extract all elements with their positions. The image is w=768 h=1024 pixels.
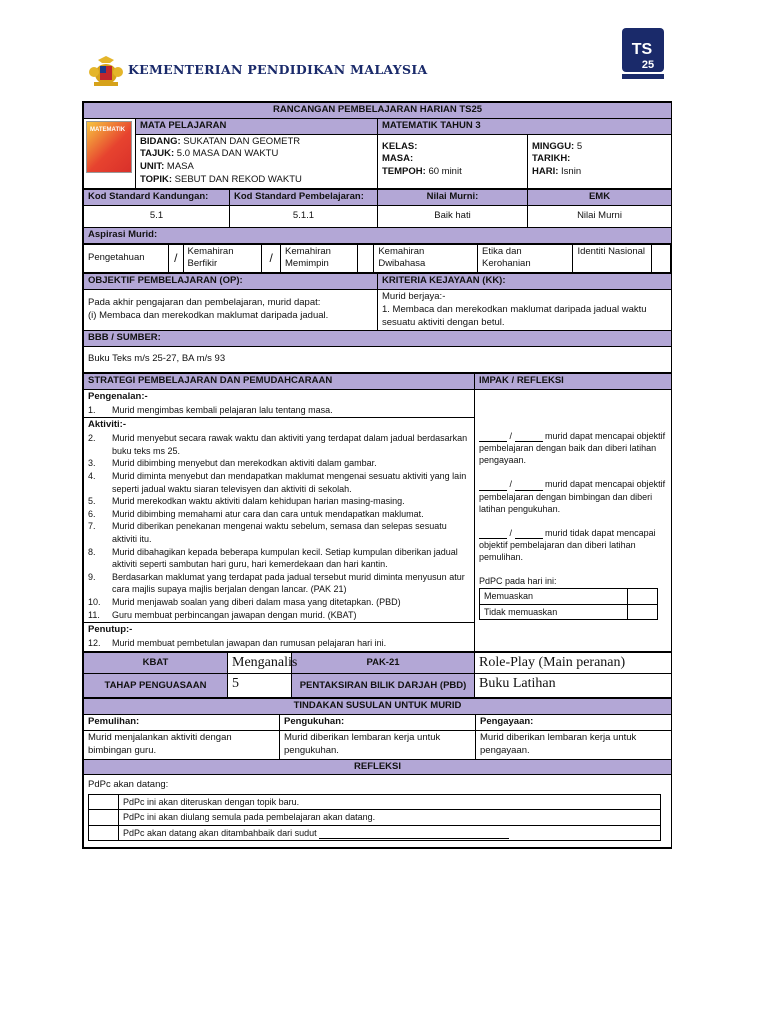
pengayaan-label: Pengayaan: <box>476 715 672 731</box>
list-item-text: Murid mengimbas kembali pelajaran lalu tentang masa. <box>112 404 333 415</box>
list-item-number: 12. <box>88 637 101 648</box>
pengayaan-text: Murid diberikan lembaran kerja untuk pengayaan. <box>476 731 672 760</box>
list-item-text: Murid menjawab soalan yang diberi dalam masa yang ditetapkan. (PBD) <box>112 596 401 607</box>
objektif-text: Pada akhir pengajaran dan pembelajaran, murid dapat: (i) Membaca dan merekodkan maklumat daripada jadual. <box>84 289 378 330</box>
aspirasi-memimpin: Kemahiran Memimpin <box>281 244 358 273</box>
list-item-number: 6. <box>88 508 96 519</box>
pak-label: PAK-21 <box>292 652 475 674</box>
list-item-text: Murid diminta menyebut dan mendapatkan maklumat mengenai sesuatu aktiviti yang lain seperti jadual waktu siaran televisyen dan aktiviti di sekolah. <box>112 471 467 494</box>
tahap-value: 5 <box>228 674 292 698</box>
aspirasi-berfikir: Kemahiran Berfikir <box>183 244 262 273</box>
nm-value: Baik hati <box>378 205 528 227</box>
list-item-number: 4. <box>88 471 96 481</box>
bbm-text: Buku Teks m/s 25-27, BA m/s 93 <box>84 347 672 373</box>
aspirasi-pengetahuan: Pengetahuan <box>84 244 169 273</box>
penutup-label: Penutup:- <box>88 624 133 636</box>
tindakan-label: TINDAKAN SUSULAN UNTUK MURID <box>84 699 672 715</box>
list-item-number: 7. <box>88 521 96 532</box>
list-item-text: Murid menyebut secara rawak waktu dan aktiviti yang terdapat dalam jadual berdasarkan buku teks ms 25. <box>112 433 468 456</box>
page-header <box>88 52 688 92</box>
kriteria-label: KRITERIA KEJAYAAN (KK): <box>378 274 672 290</box>
aktiviti-item <box>88 546 470 571</box>
impak-pengayaan: / murid dapat mencapai objektif pembelajaran dengan baik dan diberi latihan pengayaan. <box>479 431 666 466</box>
pengukuhan-text: Murid diberikan lembaran kerja untuk pengukuhan. <box>280 731 476 760</box>
sp-label: Kod Standard Pembelajaran: <box>230 189 378 205</box>
list-item-number: 1. <box>88 404 96 415</box>
pdpc-status-table <box>479 588 658 619</box>
list-item-number: 11. <box>88 609 100 620</box>
tahap-label: TAHAP PENGUASAAN <box>84 674 228 698</box>
impak-pemulihan: / murid tidak dapat mencapai objektif pembelajaran dan diberi latihan pemulihan. <box>479 527 656 563</box>
aspirasi-berfikir-mark[interactable]: / <box>262 244 281 273</box>
aspirasi-identiti-mark[interactable] <box>652 244 671 273</box>
strategi-content <box>84 390 475 652</box>
pengenalan-item <box>88 404 470 417</box>
textbook-cover-cell <box>84 118 136 188</box>
aktiviti-item <box>88 520 470 545</box>
class-details: KELAS: MASA: TEMPOH: 60 minit <box>378 134 528 188</box>
refleksi-content <box>84 775 672 847</box>
refleksi-opt1: PdPc ini akan diteruskan dengan topik baru. <box>119 795 661 810</box>
subject-details: BIDANG: SUKATAN DAN GEOMETR TAJUK: 5.0 MASA DAN WAKTU UNIT: MASA TOPIK: SEBUT DAN REKOD WAKTU <box>136 134 378 188</box>
list-item-text: Berdasarkan maklumat yang terdapat pada jadual tersebut murid diminta menyusun atur cara majlis supaya majlis berjalan dengan lancar. (PAK 21) <box>112 571 465 595</box>
akan-datang-label: PdPc akan datang: <box>88 779 169 791</box>
hari-value: Isnin <box>561 166 582 178</box>
tajuk-value: 5.0 MASA DAN WAKTU <box>176 148 279 160</box>
list-item-text: Murid dibimbing menyebut dan merekodkan aktiviti dalam gambar. <box>112 458 377 469</box>
aspirasi-label: Aspirasi Murid: <box>84 227 672 243</box>
tempoh-value: 60 minit <box>428 166 462 178</box>
refleksi-opt2-checkbox[interactable] <box>89 810 119 825</box>
aktiviti-item <box>88 495 470 508</box>
pdpc-memuaskan-checkbox[interactable] <box>628 589 658 604</box>
penutup-list <box>88 637 470 650</box>
pengukuhan-label: Pengukuhan: <box>280 715 476 731</box>
kriteria-text: Murid berjaya:- 1. Membaca dan merekodkan maklumat daripada jadual waktu sesuatu aktiviti dengan betul. <box>378 289 672 330</box>
list-item-number: 2. <box>88 433 96 444</box>
list-item-text: Murid diberikan penekanan mengenai waktu sebelum, semasa dan selepas sesuatu aktiviti itu. <box>112 521 447 544</box>
pdpc-tidak-memuaskan: Tidak memuaskan <box>480 604 628 619</box>
impak-pengukuhan: / murid dapat mencapai objektif pembelajaran dengan bimbingan dan diberi latihan pengukuhan. <box>479 479 666 514</box>
strategi-label: STRATEGI PEMBELAJARAN DAN PEMUDAHCARAAN <box>84 374 475 390</box>
pengenalan-list <box>88 404 470 417</box>
minggu-value: 5 <box>576 140 583 152</box>
pak-value: Role-Play (Main peranan) <box>475 652 672 674</box>
list-item-number: 9. <box>88 571 96 582</box>
aspirasi-dwibahasa: Kemahiran Dwibahasa <box>374 244 478 273</box>
emk-label: EMK <box>528 189 672 205</box>
sk-label: Kod Standard Kandungan: <box>84 189 230 205</box>
refleksi-opt3: PdPc akan datang akan ditambahbaik dari sudut <box>119 825 661 840</box>
list-item-text: Murid merekodkan waktu aktiviti dalam kehidupan harian masing-masing. <box>112 496 405 507</box>
bbm-label: BBB / SUMBER: <box>84 331 672 347</box>
list-item-text: Guru membuat perbincangan jawapan dengan murid. (KBAT) <box>112 609 357 620</box>
kbat-label: KBAT <box>84 652 228 674</box>
svg-text:25: 25 <box>641 59 655 71</box>
list-item-number: 3. <box>88 458 96 469</box>
aspirasi-identiti: Identiti Nasional <box>573 244 652 273</box>
aktiviti-item <box>88 508 470 521</box>
kbat-value: Menganalis <box>228 652 292 674</box>
sp-value: 5.1.1 <box>230 205 378 227</box>
textbook-cover-image: MATEMATIK <box>86 121 132 173</box>
impak-content <box>475 390 672 652</box>
aktiviti-label: Aktiviti:- <box>88 419 126 431</box>
date-details: MINGGU: 5 TARIKH: HARI: Isnin <box>528 134 672 188</box>
list-item-number: 8. <box>88 546 96 557</box>
list-item-text: Murid dibahagikan kepada beberapa kumpulan kecil. Setiap kumpulan diberikan jadual aktiviti seperti sambutan hari guru, hari kemerdekaan dan hari kantin. <box>112 546 458 570</box>
aktiviti-item <box>88 609 470 622</box>
penutup-item <box>88 637 470 650</box>
objektif-label: OBJEKTIF PEMBELAJARAN (OP): <box>84 274 378 290</box>
impak-label: IMPAK / REFLEKSI <box>475 374 672 390</box>
ts25-logo <box>618 26 666 82</box>
aktiviti-item <box>88 432 470 457</box>
topik-value: SEBUT DAN REKOD WAKTU <box>174 174 302 186</box>
refleksi-opt2: PdPc ini akan diulang semula pada pembelajaran akan datang. <box>119 810 661 825</box>
aspirasi-memimpin-mark[interactable] <box>357 244 374 273</box>
aktiviti-item <box>88 457 470 470</box>
pemulihan-label: Pemulihan: <box>84 715 280 731</box>
aktiviti-list <box>88 432 470 621</box>
mata-pelajaran-label: MATA PELAJARAN <box>136 118 378 134</box>
bidang-value: SUKATAN DAN GEOMETR <box>183 135 301 147</box>
svg-text:TS: TS <box>631 41 653 58</box>
pbd-value: Buku Latihan <box>475 674 672 698</box>
aktiviti-item <box>88 470 470 495</box>
lesson-plan-sheet <box>82 101 672 849</box>
unit-value: MASA <box>166 161 194 173</box>
nm-label: Nilai Murni: <box>378 189 528 205</box>
aktiviti-item <box>88 571 470 596</box>
pemulihan-text: Murid menjalankan aktiviti dengan bimbingan guru. <box>84 731 280 760</box>
mata-pelajaran-value: MATEMATIK TAHUN 3 <box>378 118 672 134</box>
aspirasi-etika: Etika dan Kerohanian <box>478 244 573 273</box>
list-item-number: 5. <box>88 496 96 507</box>
list-item-number: 10. <box>88 596 101 607</box>
ministry-title: KEMENTERIAN PENDIDIKAN MALAYSIA <box>128 62 428 77</box>
list-item-text: Murid membuat pembetulan jawapan dan rumusan pelajaran hari ini. <box>112 637 387 648</box>
emk-value: Nilai Murni <box>528 205 672 227</box>
refleksi-opt3-checkbox[interactable] <box>89 825 119 840</box>
aspirasi-pengetahuan-mark[interactable]: / <box>169 244 184 273</box>
list-item-text: Murid dibimbing memahami atur cara dan cara untuk mendapatkan maklumat. <box>112 508 424 519</box>
pengenalan-label: Pengenalan:- <box>88 391 148 402</box>
refleksi-label: REFLEKSI <box>84 759 672 775</box>
refleksi-opt1-checkbox[interactable] <box>89 795 119 810</box>
pdpc-memuaskan: Memuaskan <box>480 589 628 604</box>
pbd-label: PENTAKSIRAN BILIK DARJAH (PBD) <box>292 674 475 698</box>
pdpc-hari-ini-label: PdPC pada hari ini: <box>479 576 557 587</box>
pdpc-tidak-memuaskan-checkbox[interactable] <box>628 604 658 619</box>
plan-title: RANCANGAN PEMBELAJARAN HARIAN TS25 <box>84 103 672 119</box>
malaysia-crest-logo <box>88 54 124 88</box>
aktiviti-item <box>88 596 470 609</box>
refleksi-options-table <box>88 794 661 840</box>
sk-value: 5.1 <box>84 205 230 227</box>
